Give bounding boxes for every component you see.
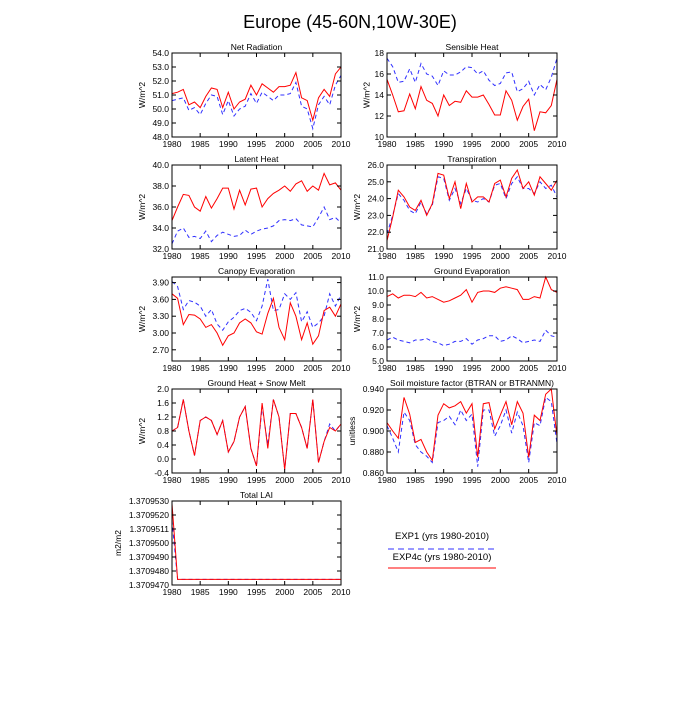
- y-tick-label: 8.0: [372, 314, 384, 324]
- x-tick-label: 2010: [331, 587, 351, 597]
- x-tick-label: 1980: [162, 587, 182, 597]
- x-tick-label: 1990: [218, 251, 238, 261]
- series-line-exp1: [387, 330, 557, 345]
- y-axis-label: unitless: [347, 416, 357, 446]
- x-tick-label: 2005: [519, 139, 539, 149]
- x-tick-label: 1995: [462, 475, 482, 485]
- legend-label-exp4c: EXP4c (yrs 1980-2010): [392, 552, 492, 563]
- legend-label-exp1: EXP1 (yrs 1980-2010): [395, 531, 489, 542]
- panel-title: Canopy Evaporation: [217, 266, 296, 276]
- y-tick-label: 3.60: [152, 294, 169, 305]
- x-tick-label: 1995: [462, 139, 482, 149]
- plot-frame: [172, 277, 341, 361]
- x-tick-label: 1995: [462, 363, 482, 373]
- plot-frame: [172, 165, 341, 249]
- x-tick-label: 1995: [247, 475, 266, 485]
- x-tick-label: 1985: [405, 139, 425, 149]
- panel-1: [361, 42, 566, 149]
- y-tick-label: 6.0: [372, 342, 384, 352]
- panel-0: [137, 42, 351, 149]
- y-tick-label: 1.3709500: [128, 538, 169, 548]
- y-tick-label: 22.0: [367, 227, 384, 238]
- y-tick-label: 0.8: [157, 426, 169, 436]
- x-tick-label: 1980: [377, 475, 397, 485]
- y-tick-label: 1.6: [157, 398, 169, 408]
- y-tick-label: 38.0: [152, 181, 169, 191]
- x-tick-label: 1985: [405, 251, 425, 261]
- y-tick-label: 48.0: [152, 132, 169, 142]
- y-tick-label: 50.0: [152, 104, 169, 114]
- y-tick-label: 1.3709530: [128, 496, 169, 506]
- series-line-exp1: [172, 75, 341, 128]
- panel-5: [352, 266, 567, 373]
- x-tick-label: 1985: [190, 587, 210, 597]
- y-axis-label: m2/m2: [112, 530, 123, 556]
- y-tick-label: 40.0: [152, 160, 169, 170]
- panel-title: Transpiration: [447, 154, 497, 164]
- y-tick-label: 14: [374, 90, 384, 100]
- x-tick-label: 2010: [547, 363, 567, 373]
- x-tick-label: 1980: [162, 251, 182, 261]
- series-line-exp4c: [172, 504, 341, 580]
- y-tick-label: 3.90: [152, 277, 169, 288]
- x-tick-label: 1985: [190, 475, 210, 485]
- y-tick-label: 3.30: [152, 311, 169, 322]
- y-tick-label: -0.4: [154, 468, 169, 478]
- x-tick-label: 2010: [331, 251, 351, 261]
- series-line-exp1: [387, 177, 557, 234]
- x-tick-label: 1995: [247, 139, 266, 149]
- plot-frame: [172, 501, 341, 585]
- plot-frame: [387, 165, 557, 249]
- y-tick-label: 11.0: [368, 272, 384, 282]
- x-tick-label: 2000: [490, 139, 510, 149]
- x-tick-label: 1995: [247, 363, 266, 373]
- x-tick-label: 2005: [303, 363, 323, 373]
- x-tick-label: 1990: [218, 587, 238, 597]
- plot-frame: [387, 389, 557, 473]
- x-tick-label: 1980: [162, 363, 182, 373]
- plot-frame: [387, 277, 557, 361]
- panel-title: Total LAI: [239, 490, 274, 500]
- x-tick-label: 1985: [405, 475, 425, 485]
- y-axis-label: W/m^2: [136, 305, 147, 333]
- x-tick-label: 1990: [218, 363, 238, 373]
- panel-title: Ground Evaporation: [433, 266, 511, 276]
- panel-title: Soil moisture factor (BTRAN or BTRANMN): [390, 378, 554, 388]
- y-tick-label: 26.0: [367, 160, 384, 170]
- y-tick-label: 1.2: [157, 412, 169, 422]
- x-tick-label: 2005: [303, 587, 323, 597]
- x-tick-label: 1990: [434, 139, 454, 149]
- x-tick-label: 2000: [275, 475, 295, 485]
- y-tick-label: 52.0: [152, 76, 169, 86]
- y-axis-label: W/m^2: [351, 193, 362, 221]
- y-tick-label: 1.3709511: [129, 524, 169, 534]
- y-tick-label: 24.0: [367, 193, 384, 204]
- x-tick-label: 1985: [190, 251, 210, 261]
- x-tick-label: 1990: [434, 363, 454, 373]
- y-tick-label: 3.00: [152, 328, 169, 338]
- panel-title: Ground Heat + Snow Melt: [207, 378, 306, 388]
- y-tick-label: 0.4: [157, 440, 169, 450]
- y-tick-label: 5.0: [372, 356, 384, 366]
- series-line-exp4c: [387, 79, 557, 130]
- panel-title: Net Radiation: [230, 42, 283, 52]
- panel-8: [113, 490, 351, 597]
- series-line-exp1: [172, 521, 341, 580]
- panel-6: [137, 378, 351, 485]
- x-tick-label: 1980: [377, 139, 397, 149]
- series-line-exp1: [387, 58, 557, 95]
- x-tick-label: 1990: [434, 251, 454, 261]
- x-tick-label: 2010: [331, 475, 351, 485]
- x-tick-label: 1980: [377, 251, 397, 261]
- y-tick-label: 0.0: [157, 454, 169, 464]
- y-tick-label: 1.3709480: [128, 566, 169, 576]
- y-tick-label: 0.860: [362, 468, 384, 478]
- x-tick-label: 1990: [218, 139, 238, 149]
- x-tick-label: 2005: [303, 139, 323, 149]
- x-tick-label: 1995: [462, 251, 482, 261]
- series-line-exp4c: [387, 389, 557, 460]
- x-tick-label: 1980: [377, 363, 397, 373]
- y-tick-label: 1.3709520: [128, 510, 169, 520]
- plot-frame: [387, 53, 557, 137]
- panel-3: [352, 154, 567, 261]
- x-tick-label: 2010: [547, 139, 567, 149]
- x-tick-label: 2000: [490, 363, 510, 373]
- panel-title: Latent Heat: [234, 154, 279, 164]
- y-tick-label: 16: [374, 69, 384, 79]
- series-line-exp1: [172, 279, 341, 330]
- series-line-exp4c: [172, 67, 341, 120]
- x-tick-label: 1980: [162, 139, 182, 149]
- y-tick-label: 7.0: [372, 328, 384, 338]
- y-tick-label: 53.0: [152, 62, 169, 72]
- x-tick-label: 2000: [490, 475, 510, 485]
- y-tick-label: 21.0: [367, 244, 384, 254]
- y-tick-label: 10.0: [367, 286, 384, 296]
- x-tick-label: 2000: [275, 587, 295, 597]
- x-tick-label: 1980: [162, 475, 182, 485]
- x-tick-label: 2000: [275, 251, 295, 261]
- panel-2: [137, 154, 351, 261]
- y-tick-label: 36.0: [152, 202, 169, 212]
- x-tick-label: 1990: [434, 475, 454, 485]
- y-tick-label: 23.0: [367, 210, 384, 221]
- y-tick-label: 1.3709470: [128, 580, 169, 590]
- y-tick-label: 54.0: [152, 48, 169, 58]
- x-tick-label: 1985: [190, 139, 210, 149]
- x-tick-label: 1985: [190, 363, 210, 373]
- y-tick-label: 0.900: [362, 426, 384, 436]
- y-axis-label: W/m^2: [136, 417, 147, 445]
- series-line-exp4c: [387, 170, 557, 241]
- y-tick-label: 0.920: [362, 405, 384, 415]
- y-tick-label: 12: [374, 111, 384, 121]
- x-tick-label: 2000: [275, 363, 295, 373]
- x-tick-label: 2010: [331, 363, 351, 373]
- figure-title: Europe (45-60N,10W-30E): [243, 12, 457, 32]
- x-tick-label: 2005: [303, 251, 323, 261]
- x-tick-label: 2000: [275, 139, 295, 149]
- y-axis-label: W/m^2: [351, 305, 362, 333]
- x-tick-label: 1990: [218, 475, 238, 485]
- panel-grid: [113, 42, 567, 597]
- x-tick-label: 1995: [247, 251, 266, 261]
- x-tick-label: 2010: [547, 475, 567, 485]
- y-tick-label: 2.70: [152, 344, 169, 355]
- x-tick-label: 2010: [547, 251, 567, 261]
- x-tick-label: 2005: [519, 475, 539, 485]
- y-tick-label: 0.880: [362, 447, 384, 457]
- x-tick-label: 2010: [331, 139, 351, 149]
- x-tick-label: 1995: [247, 587, 266, 597]
- x-tick-label: 2005: [303, 475, 323, 485]
- y-tick-label: 49.0: [152, 118, 169, 128]
- y-tick-label: 2.0: [157, 384, 169, 394]
- y-tick-label: 9.0: [372, 300, 384, 310]
- y-tick-label: 1.3709490: [128, 552, 169, 562]
- x-tick-label: 2005: [519, 251, 539, 261]
- series-line-exp1: [172, 207, 341, 244]
- series-line-exp4c: [172, 173, 341, 220]
- x-tick-label: 1985: [405, 363, 425, 373]
- y-tick-label: 51.0: [152, 90, 169, 100]
- panel-title: Sensible Heat: [445, 42, 499, 52]
- y-tick-label: 25.0: [367, 176, 384, 187]
- y-tick-label: 18: [374, 48, 384, 58]
- y-tick-label: 0.940: [362, 384, 384, 394]
- panel-4: [137, 266, 351, 373]
- y-axis-label: W/m^2: [361, 81, 372, 109]
- y-tick-label: 34.0: [152, 223, 169, 233]
- y-tick-label: 32.0: [152, 244, 169, 254]
- x-tick-label: 2005: [519, 363, 539, 373]
- y-tick-label: 10: [374, 132, 384, 142]
- y-axis-label: W/m^2: [136, 193, 147, 221]
- series-line-exp4c: [172, 400, 341, 470]
- x-tick-label: 2000: [490, 251, 510, 261]
- panel-7: [347, 378, 567, 485]
- legend: [388, 531, 496, 568]
- y-axis-label: W/m^2: [136, 81, 147, 109]
